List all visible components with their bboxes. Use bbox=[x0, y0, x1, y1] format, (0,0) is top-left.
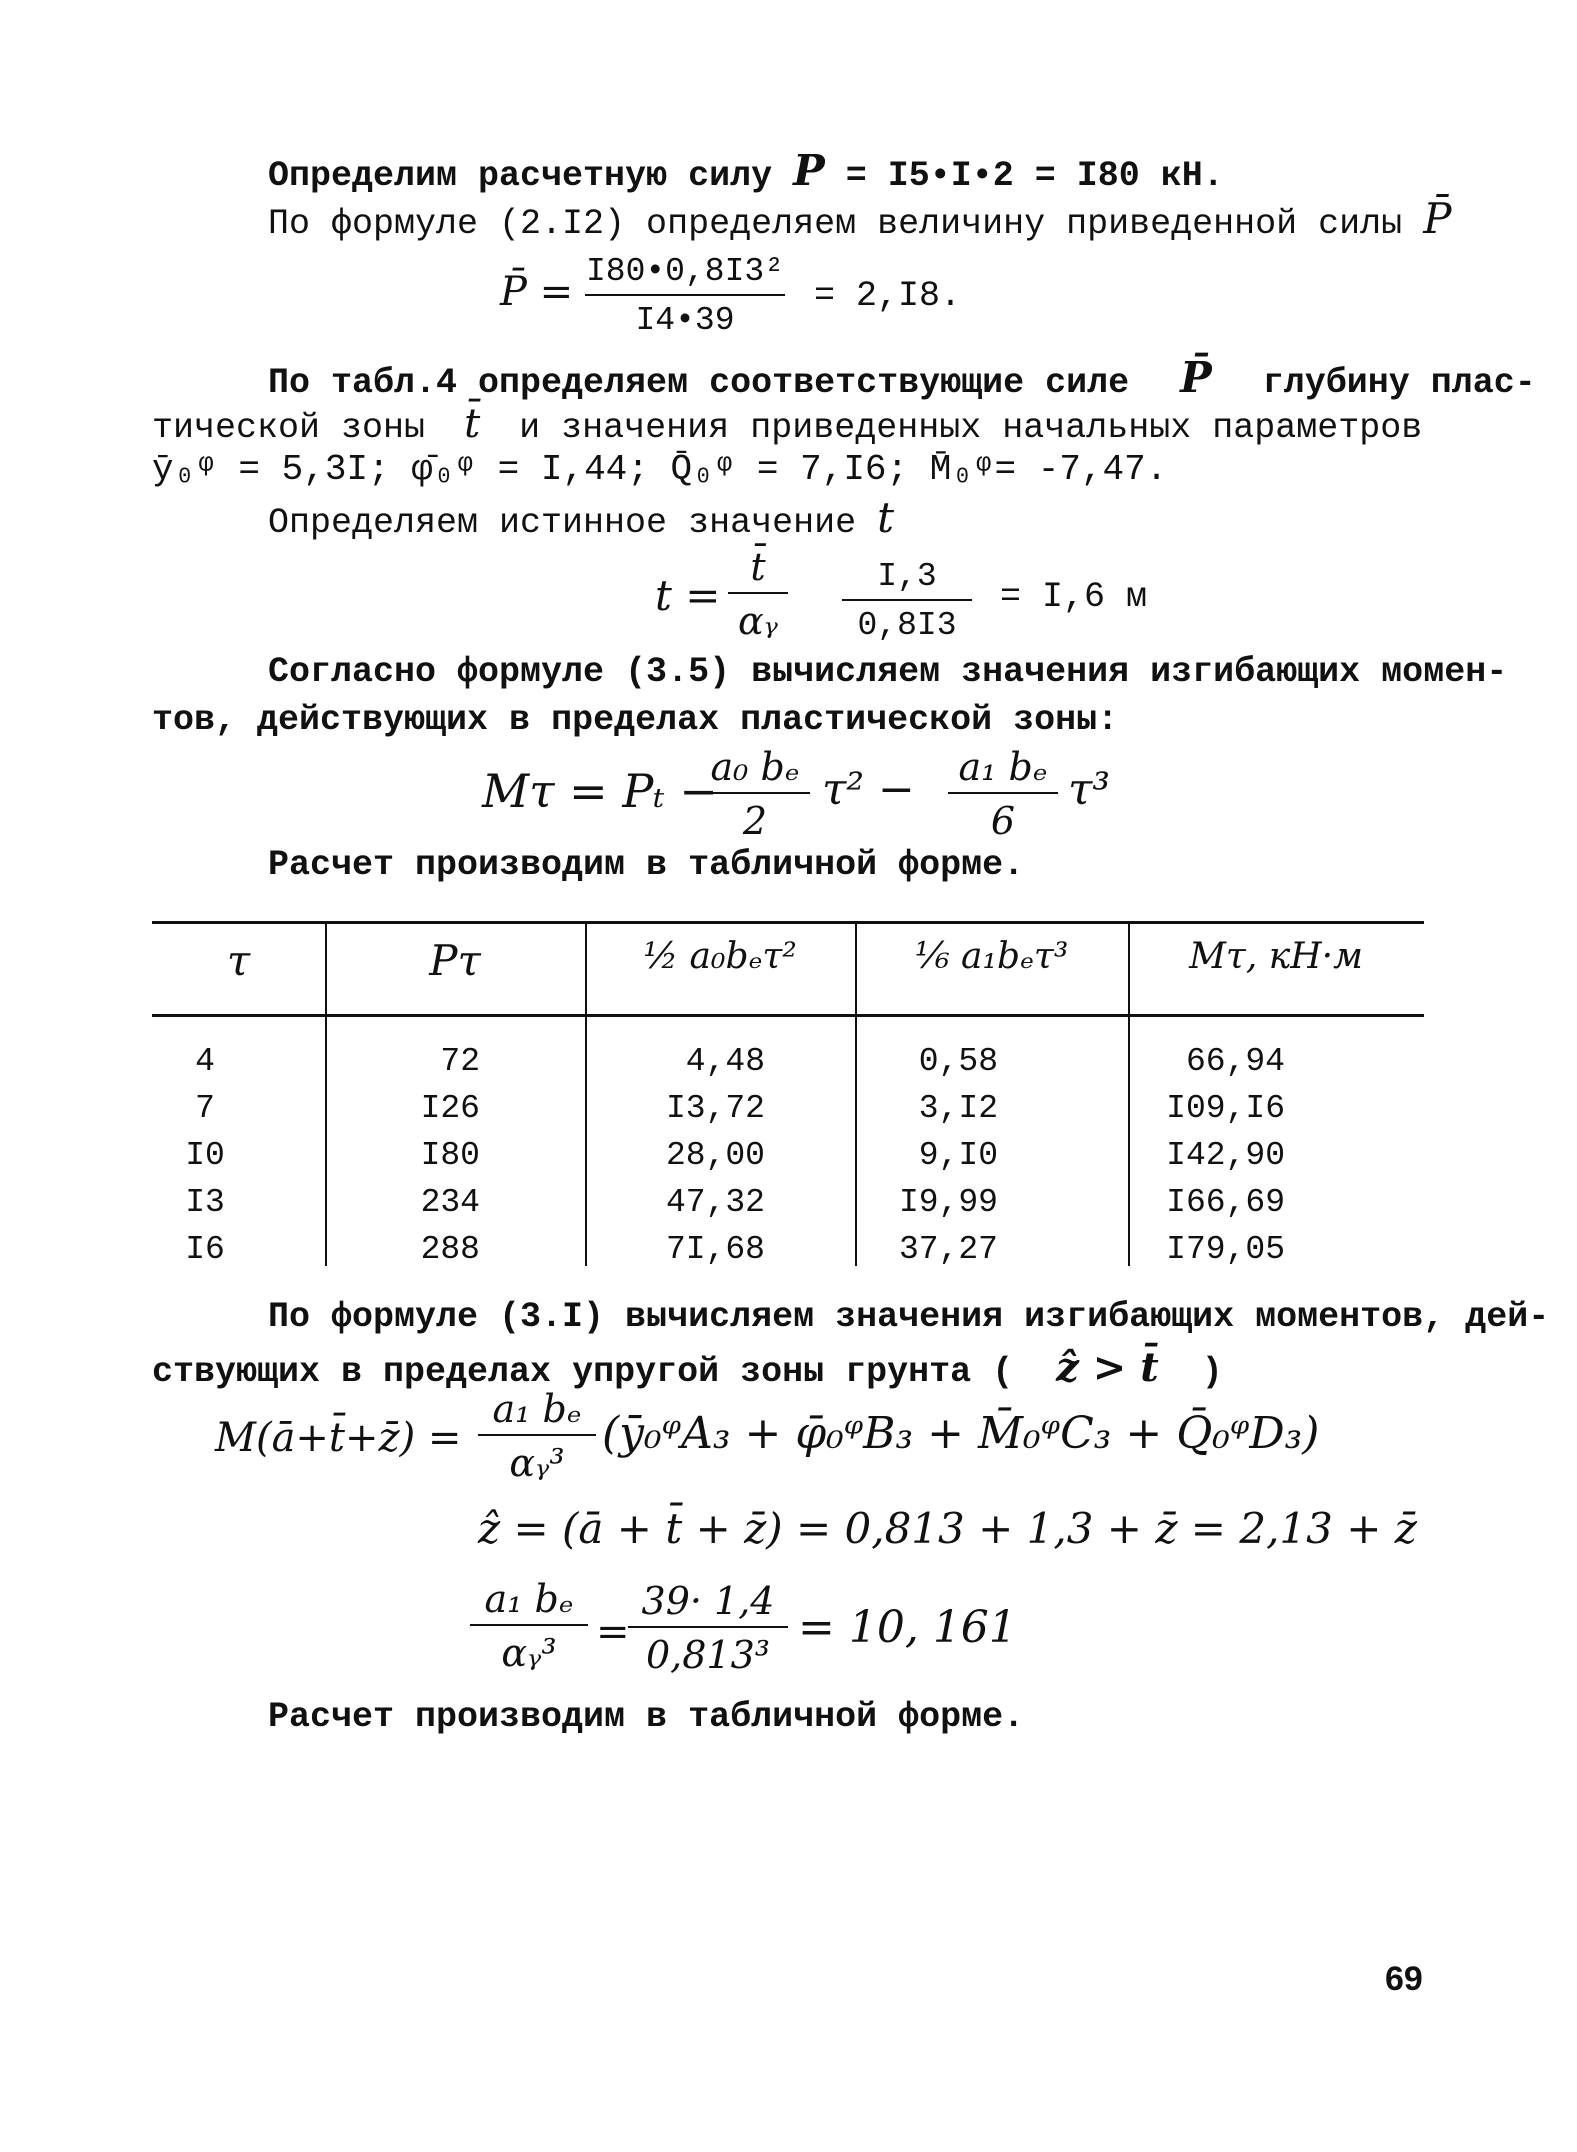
table-header-p-tau: Pτ bbox=[429, 936, 481, 985]
eq4-rhs: (ȳ₀ᵠA₃ + φ̄₀ᵠB₃ + M̄₀ᵠC₃ + Q̄₀ᵠD₃) bbox=[602, 1408, 1320, 1459]
table-cell: 4,48 bbox=[685, 1043, 765, 1080]
text: По формуле (2.I2) определяем величину приведенной силы bbox=[268, 204, 1403, 244]
text-line-7: Согласно формуле (3.5) вычисляем значения изгибающих момен- bbox=[268, 652, 1508, 692]
table-header-tau: τ bbox=[226, 936, 251, 985]
eq4-denominator: αᵧ³ bbox=[509, 1441, 565, 1485]
symbol-t: t bbox=[877, 493, 895, 542]
table-cell: I0 bbox=[185, 1137, 225, 1174]
text-line-12: Расчет производим в табличной форме. bbox=[268, 1697, 1025, 1737]
table-header-rule bbox=[152, 1014, 1424, 1017]
symbol-p: P bbox=[793, 146, 825, 195]
eq6-numerator-2: 39· 1,4 bbox=[628, 1582, 788, 1628]
eq2-numerator-1: t̄ bbox=[728, 548, 788, 594]
text-line-2 bbox=[268, 194, 1452, 244]
eq3-denominator-2: 6 bbox=[990, 799, 1016, 843]
table-header-term-2: ½ a₀bₑτ² bbox=[643, 936, 797, 977]
table-cell: 47,32 bbox=[665, 1184, 765, 1221]
table-header-moment: Mτ, кН·м bbox=[1189, 936, 1363, 977]
eq4-numerator: a₁ bₑ bbox=[478, 1390, 596, 1436]
eq6-result: = 10, 161 bbox=[798, 1602, 1017, 1653]
eq6-denominator-1: αᵧ³ bbox=[501, 1631, 557, 1675]
text: ствующих в пределах упругой зоны грунта ( bbox=[152, 1352, 1014, 1392]
table-cell: 0,58 bbox=[918, 1043, 998, 1080]
eq3-numerator-2: a₁ bₑ bbox=[948, 748, 1058, 794]
initial-parameters: ȳ₀ᵠ = 5,3I; φ̄₀ᵠ = I,44; Q̄₀ᵠ = 7,I6; M̄₀ᵠ= -7,47. bbox=[152, 449, 1168, 490]
eq2-fraction-1 bbox=[728, 545, 788, 643]
eq1-lhs: P̄ = bbox=[500, 269, 574, 315]
symbol-p-bar: P̄ bbox=[1423, 194, 1452, 243]
table-cell: I09,I6 bbox=[1166, 1090, 1285, 1127]
eq3-middle: τ² − bbox=[822, 764, 915, 815]
table-cell: I3 bbox=[185, 1184, 225, 1221]
table-top-rule bbox=[152, 921, 1424, 924]
eq4-fraction bbox=[478, 1387, 596, 1485]
eq5: ẑ = (ā + t̄ + z̄) = 0,813 + 1,3 + z̄ = 2,13 + z̄ bbox=[478, 1504, 1417, 1553]
eq3-numerator-1: a₀ bₑ bbox=[700, 748, 810, 794]
eq1-fraction bbox=[585, 255, 785, 337]
eq3-fraction-2 bbox=[948, 745, 1058, 843]
table-cell: I80 bbox=[420, 1137, 480, 1174]
table-cell: 7I,68 bbox=[665, 1231, 765, 1268]
text-line-4 bbox=[152, 401, 1423, 448]
table-cell: I42,90 bbox=[1166, 1137, 1285, 1174]
text-line-1 bbox=[268, 146, 1224, 196]
text: По табл.4 определяем соответствующие силе bbox=[268, 363, 1130, 403]
eq6-fraction-2 bbox=[628, 1579, 788, 1677]
eq2-denominator-1: αᵧ bbox=[738, 599, 778, 643]
table-cell: 3,I2 bbox=[918, 1090, 998, 1127]
table-cell: I6 bbox=[185, 1231, 225, 1268]
table-cell: 234 bbox=[420, 1184, 480, 1221]
eq2-result: = I,6 м bbox=[1000, 577, 1148, 617]
eq3-lhs: Mτ = Pₜ − bbox=[482, 764, 718, 818]
symbol-t-bar: t̄ bbox=[464, 401, 481, 447]
eq2-numerator-2: I,3 bbox=[842, 560, 972, 601]
condition: ẑ > t̄ bbox=[1056, 1344, 1159, 1391]
eq6-numerator-1: a₁ bₑ bbox=[470, 1580, 588, 1626]
table-header-term-3: ⅙ a₁bₑτ³ bbox=[914, 936, 1069, 977]
eq1-numerator: I80•0,8I3² bbox=[585, 255, 785, 296]
eq1-denominator: I4•39 bbox=[635, 302, 735, 339]
text: и значения приведенных начальных параметров bbox=[519, 408, 1423, 448]
text: глубину плас- bbox=[1262, 363, 1536, 403]
eq2-lhs: t = bbox=[655, 571, 721, 620]
table-cell: 72 bbox=[440, 1043, 480, 1080]
table-cell: 288 bbox=[420, 1231, 480, 1268]
table-cell: I26 bbox=[420, 1090, 480, 1127]
text-line-6 bbox=[268, 493, 895, 543]
eq1-result: = 2,I8. bbox=[814, 276, 962, 316]
eq3-denominator-1: 2 bbox=[742, 799, 768, 843]
table-cell: 37,27 bbox=[898, 1231, 998, 1268]
table-cell: I79,05 bbox=[1166, 1231, 1285, 1268]
eq4-lhs: M(ā+t̄+z̄) = bbox=[215, 1415, 462, 1461]
eq3-end: τ³ bbox=[1068, 764, 1110, 815]
text-line-9: Расчет производим в табличной форме. bbox=[268, 845, 1025, 885]
symbol-p-bar: P̄ bbox=[1180, 353, 1212, 402]
table-cell: 28,00 bbox=[665, 1137, 765, 1174]
eq6-equals: = bbox=[596, 1609, 630, 1655]
formula-text: = I5•I•2 = I80 кН. bbox=[845, 156, 1224, 196]
text: Определяем истинное значение bbox=[268, 503, 857, 543]
text: Определим расчетную силу bbox=[268, 156, 773, 196]
eq2-fraction-2 bbox=[842, 560, 972, 642]
text: ) bbox=[1201, 1352, 1223, 1392]
eq2-denominator-2: 0,8I3 bbox=[857, 607, 957, 644]
page-number: 69 bbox=[1385, 1960, 1423, 1998]
text-line-3 bbox=[268, 353, 1536, 403]
eq3-fraction-1 bbox=[700, 745, 810, 843]
table-cell: I3,72 bbox=[665, 1090, 765, 1127]
table-cell: 9,I0 bbox=[918, 1137, 998, 1174]
text: тической зоны bbox=[152, 408, 426, 448]
table-cell: I66,69 bbox=[1166, 1184, 1285, 1221]
table-cell: 4 bbox=[195, 1043, 215, 1080]
text-line-8: тов, действующих в пределах пластической зоны: bbox=[152, 700, 1119, 740]
eq6-denominator-2: 0,813³ bbox=[645, 1633, 771, 1677]
table-cell: 7 bbox=[195, 1090, 215, 1127]
text-line-10: По формуле (3.I) вычисляем значения изгибающих моментов, дей- bbox=[268, 1297, 1550, 1337]
table-cell: I9,99 bbox=[898, 1184, 998, 1221]
table-cell: 66,94 bbox=[1185, 1043, 1285, 1080]
text-line-11 bbox=[152, 1344, 1223, 1392]
eq6-fraction-1 bbox=[470, 1577, 588, 1675]
